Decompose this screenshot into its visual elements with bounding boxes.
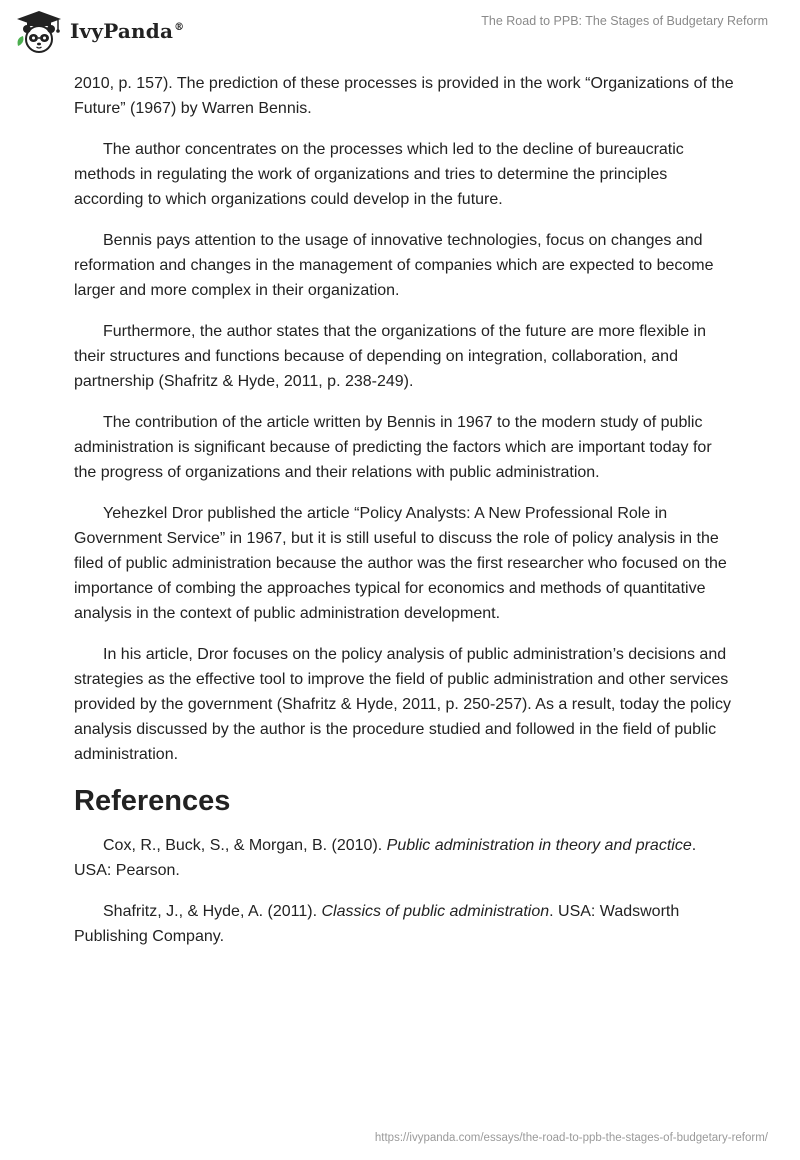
reference-title: Public administration in theory and practice (386, 837, 692, 854)
document-title: The Road to PPB: The Stages of Budgetary Reform (481, 14, 768, 28)
reference-item-shafritz (74, 899, 734, 949)
reference-title: Classics of public administration (321, 903, 550, 920)
ivypanda-logo[interactable] (14, 8, 184, 54)
paragraph-6: Yehezkel Dror published the article “Policy Analysts: A New Professional Role in Government Service” in 1967, but it is still useful to discuss the role of policy analysis in the filed of public administration because the author was the first researcher who focused on the importance of combing the approaches typical for economics and methods of quantitative analysis in the context of public administration development. (74, 505, 727, 622)
paragraph-1: 2010, p. 157). The prediction of these processes is provided in the work “Organizations of the Future” (1967) by Warren Bennis. (74, 75, 734, 117)
registered-mark: ® (174, 22, 185, 34)
references-heading: References (74, 785, 231, 817)
source-url-link[interactable]: https://ivypanda.com/essays/the-road-to-ppb-the-stages-of-budgetary-reform/ (374, 1132, 768, 1144)
reference-publisher: . USA: Wadsworth Publishing Company. (74, 903, 680, 945)
reference-authors: Shafritz, J., & Hyde, A. (2011). (103, 903, 322, 920)
reference-item-cox (74, 833, 734, 883)
reference-authors: Cox, R., Buck, S., & Morgan, B. (2010). (103, 837, 387, 854)
essay-body (74, 71, 734, 965)
paragraph-4: Furthermore, the author states that the organizations of the future are more flexible in their structures and functions because of depending on integration, collaboration, and partnership (Shafritz & Hyde, 2011, p. 238-249). (74, 323, 706, 390)
paragraph-7: In his article, Dror focuses on the policy analysis of public administration’s decisions and strategies as the effective tool to improve the field of public administration and other services provided by the government (Shafritz & Hyde, 2011, p. 250-257). As a result, today the policy analysis discussed by the author is the procedure studied and followed in the field of public administration. (74, 646, 731, 763)
page-header (0, 0, 800, 64)
paragraph-5: The contribution of the article written by Bennis in 1967 to the modern study of public administration is significant because of predicting the factors which are important today for the progress of organizations and their relations with public administration. (74, 414, 712, 481)
brand-name: IvyPanda® (70, 19, 185, 43)
paragraph-3: Bennis pays attention to the usage of innovative technologies, focus on changes and reformation and changes in the management of companies which are expected to become larger and more complex in their organization. (74, 232, 714, 299)
paragraph-2: The author concentrates on the processes which led to the decline of bureaucratic methods in regulating the work of organizations and tries to determine the principles according to which organizations could develop in the future. (74, 141, 684, 208)
reference-publisher: . USA: Pearson. (74, 837, 697, 879)
panda-graduate-icon (14, 8, 64, 54)
